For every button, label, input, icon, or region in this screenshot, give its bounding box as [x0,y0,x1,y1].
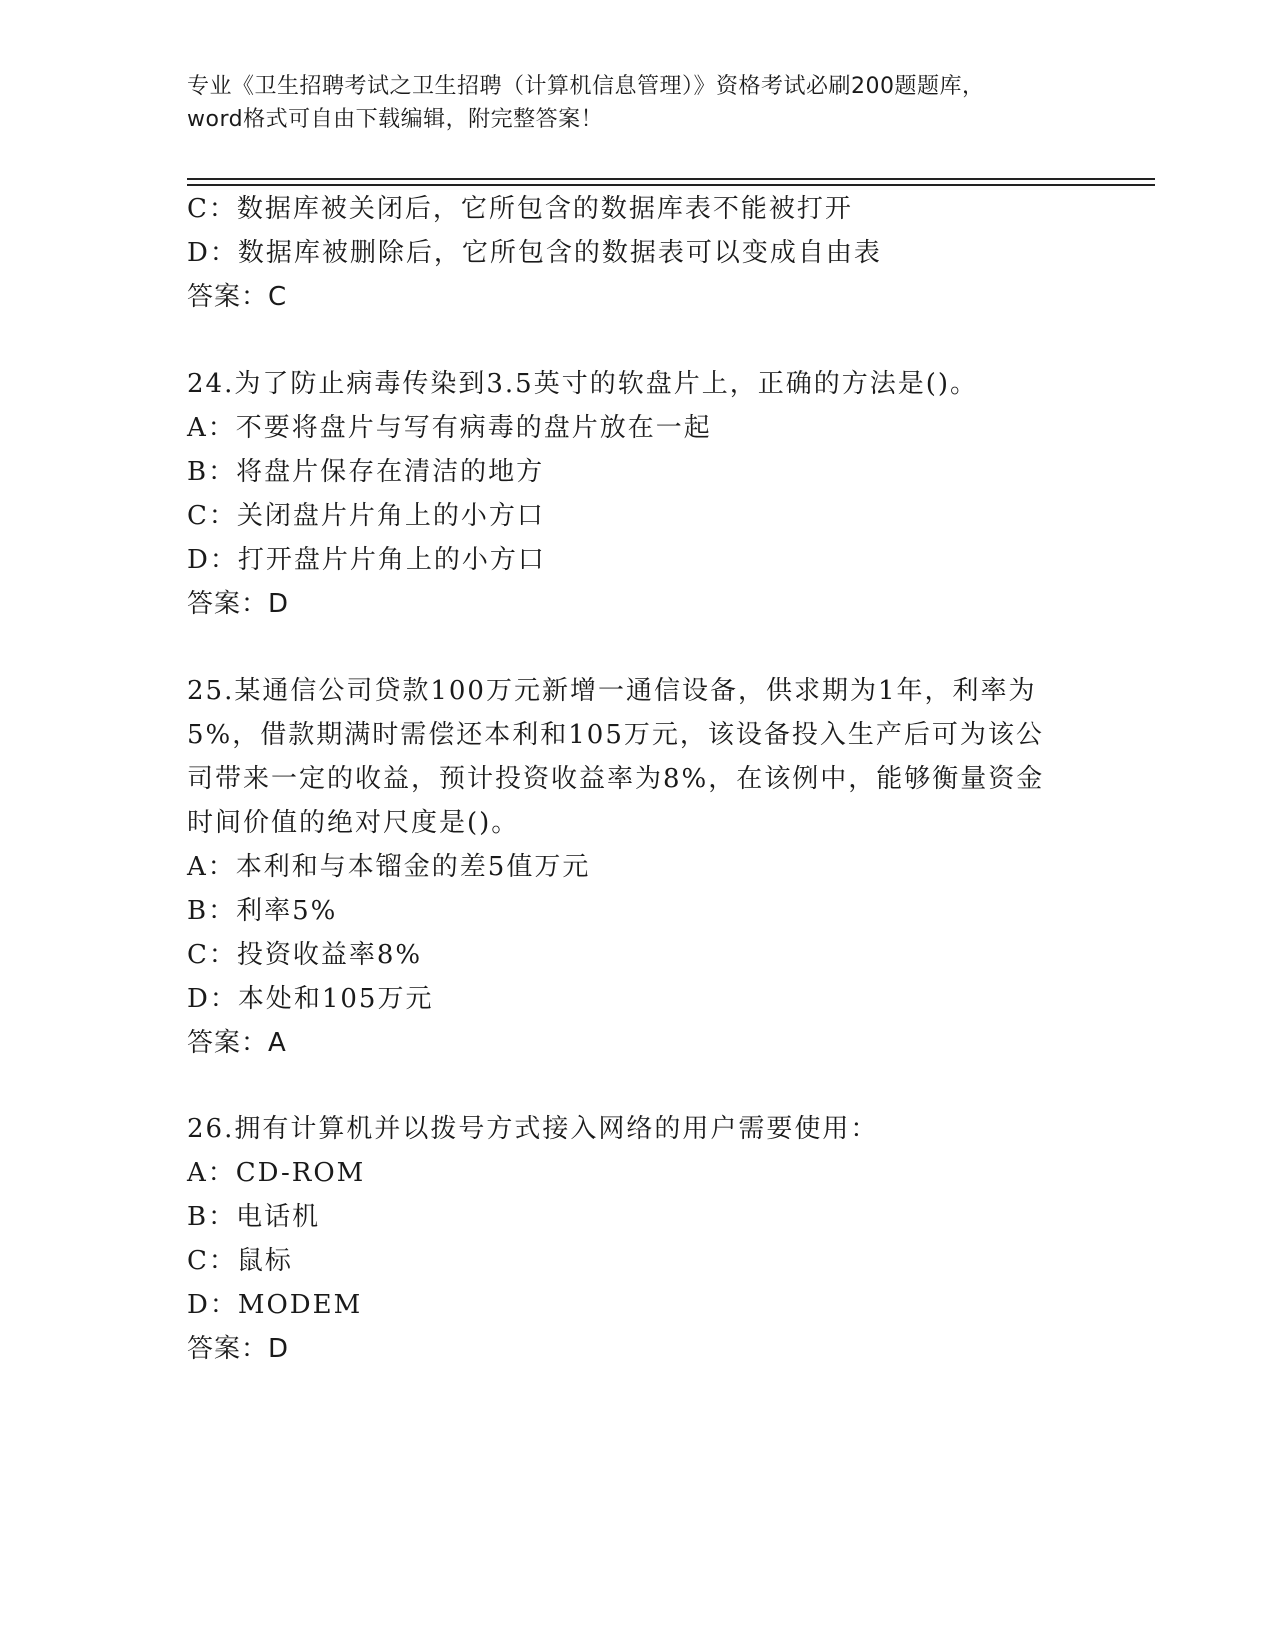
q24-option-c: C：关闭盘片片角上的小方口 [187,501,545,531]
header-divider-bottom [187,184,1155,186]
q26-stem: 26.拥有计算机并以拨号方式接入网络的用户需要使用： [187,1114,879,1144]
header-title-line-1: 专业《卫生招聘考试之卫生招聘（计算机信息管理）》资格考试必刷200题题库， [187,74,985,99]
q24-option-b: B：将盘片保存在清洁的地方 [187,457,545,487]
q23-answer: 答案：C [187,282,288,312]
document-header [187,70,1087,136]
q26-option-a: A：CD-ROM [187,1158,366,1188]
header-title-line-2: word格式可自由下载编辑，附完整答案！ [187,107,604,132]
q24-answer: 答案：D [187,589,290,619]
q25-option-b: B：利率5% [187,896,338,926]
q26-option-b: B：电话机 [187,1202,321,1232]
q25-stem-line-3: 司带来一定的收益，预计投资收益率为8%，在该例中，能够衡量资金 [187,764,1045,794]
q24-option-a: A：不要将盘片与写有病毒的盘片放在一起 [187,413,712,443]
q25-option-d: D：本处和105万元 [187,984,434,1014]
q25-answer: 答案：A [187,1028,287,1058]
q24-stem: 24.为了防止病毒传染到3.5英寸的软盘片上，正确的方法是()。 [187,369,978,399]
q26-option-d: D：MODEM [187,1290,363,1320]
q24-option-d: D：打开盘片片角上的小方口 [187,545,546,575]
q25-stem-line-1: 25.某通信公司贷款100万元新增一通信设备，供求期为1年，利率为 [187,676,1037,706]
q25-stem-line-2: 5%，借款期满时需偿还本利和105万元，该设备投入生产后可为该公 [187,720,1044,750]
q25-option-c: C：投资收益率8% [187,940,423,970]
q25-option-a: A：本利和与本镏金的差5值万元 [187,852,591,882]
q25-stem-line-4: 时间价值的绝对尺度是()。 [187,808,520,838]
q23-option-d: D：数据库被删除后，它所包含的数据表可以变成自由表 [187,238,882,268]
q26-option-c: C：鼠标 [187,1246,293,1276]
header-divider-top [187,178,1155,180]
q23-option-c: C：数据库被关闭后，它所包含的数据库表不能被打开 [187,194,853,224]
q26-answer: 答案：D [187,1334,290,1364]
